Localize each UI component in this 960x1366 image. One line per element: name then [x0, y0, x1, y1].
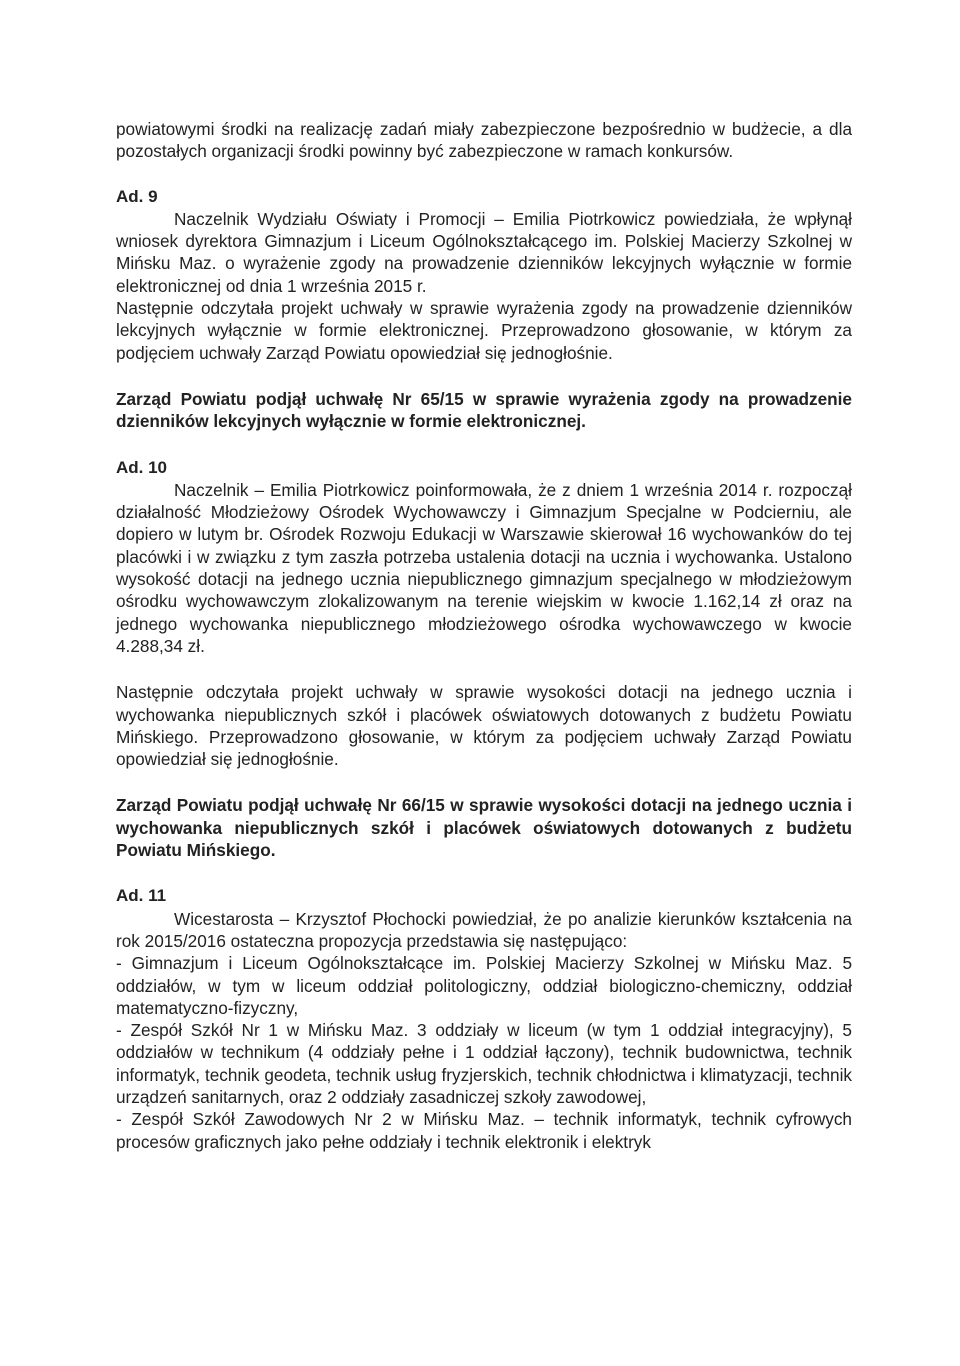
section-heading-ad9: Ad. 9 [116, 186, 158, 206]
ad11-list-item: - Gimnazjum i Liceum Ogólnokształcące im. Polskiej Macierzy Szkolnej w Mińsku Maz. 5 oddziałów, w tym w liceum oddział politologiczny, oddział biologiczno-chemiczny, oddział matematyczno-fizyczny, [116, 953, 852, 1018]
ad9-paragraph-1: Naczelnik Wydziału Oświaty i Promocji – Emilia Piotrkowicz powiedziała, że wpłynął wniosek dyrektora Gimnazjum i Liceum Ogólnokształcącego im. Polskiej Macierzy Szkolnej w Mińsku Maz. o wyrażenie zgody na prowadzenie dzienników lekcyjnych wyłącznie w formie elektronicznej od dnia 1 września 2015 r. [116, 208, 852, 296]
document-body [116, 118, 852, 1153]
spacer [116, 861, 852, 885]
spacer [116, 433, 852, 457]
spacer [116, 364, 852, 388]
ad11-list-item: - Zespół Szkół Zawodowych Nr 2 w Mińsku Maz. – technik informatyk, technik cyfrowych procesów graficznych jako pełne oddziały i technik elektronik i elektryk [116, 1109, 852, 1152]
ad10-resolution: Zarząd Powiatu podjął uchwałę Nr 66/15 w sprawie wysokości dotacji na jednego ucznia i wychowanka niepublicznych szkół i placówek oświatowych dotowanych z budżetu Powiatu Mińskiego. [116, 795, 852, 861]
section-heading-ad10: Ad. 10 [116, 457, 168, 477]
ad11-paragraph-1: Wicestarosta – Krzysztof Płochocki powiedział, że po analizie kierunków kształcenia na rok 2015/2016 ostateczna propozycja przedstawia się następująco: [116, 908, 852, 951]
spacer [116, 657, 852, 681]
ad11-list-item: - Zespół Szkół Nr 1 w Mińsku Maz. 3 oddziały w liceum (w tym 1 oddział integracyjny), 5 oddziałów w technikum (4 oddziały pełne i 1 oddział łączony), technik budownictwa, technik informatyk, technik geodeta, technik usług fryzjerskich, technik chłodnictwa i klimatyzacji, technik urządzeń sanitarnych, oraz 2 oddziały zasadniczej szkoły zawodowej, [116, 1020, 852, 1107]
spacer [116, 770, 852, 794]
spacer [116, 163, 852, 186]
section-heading-ad11: Ad. 11 [116, 886, 167, 906]
intro-paragraph: powiatowymi środki na realizację zadań miały zabezpieczone bezpośrednio w budżecie, a dla pozostałych organizacji środki powinny być zabezpieczone w ramach konkursów. [116, 119, 852, 162]
ad10-paragraph-2: Następnie odczytała projekt uchwały w sprawie wysokości dotacji na jednego ucznia i wychowanka niepublicznych szkół i placówek oświatowych dotowanych z budżetu Powiatu Mińskiego. Przeprowadzono głosowanie, w którym za podjęciem uchwały Zarząd Powiatu opowiedział się jednogłośnie. [116, 682, 852, 770]
ad9-resolution: Zarząd Powiatu podjął uchwałę Nr 65/15 w sprawie wyrażenia zgody na prowadzenie dzienników lekcyjnych wyłącznie w formie elektronicznej. [116, 388, 852, 432]
ad9-paragraph-2: Następnie odczytała projekt uchwały w sprawie wyrażenia zgody na prowadzenie dzienników lekcyjnych wyłącznie w formie elektronicznej. Przeprowadzono głosowanie, w którym za podjęciem uchwały Zarząd Powiatu opowiedział się jednogłośnie. [116, 298, 852, 363]
ad10-paragraph-1: Naczelnik – Emilia Piotrkowicz poinformowała, że z dniem 1 września 2014 r. rozpoczął działalność Młodzieżowy Ośrodek Wychowawczy i Gimnazjum Specjalne w Podcierniu, ale dopiero w lutym br. Ośrodek Rozwoju Edukacji w Warszawie skierował 16 wychowanków do tej placówki i w związku z tym zaszła potrzeba ustalenia dotacji na ucznia i wychowanka. Ustalono wysokość dotacji na jednego ucznia niepublicznego gimnazjum specjalnego w młodzieżowym ośrodku wychowawczym zlokalizowanym na terenie wiejskim w kwocie 1.162,14 zł oraz na jednego wychowanka niepublicznego młodzieżowego ośrodka wychowawczego w kwocie 4.288,34 zł. [116, 479, 852, 656]
